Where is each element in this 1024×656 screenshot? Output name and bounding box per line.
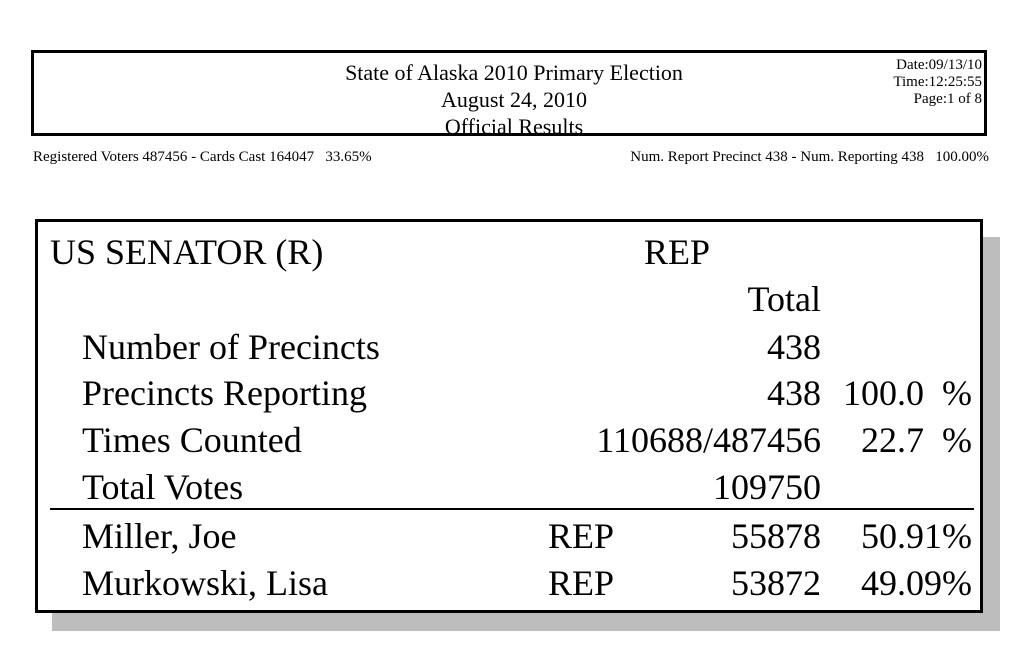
candidate-party: REP (548, 563, 615, 603)
total-header: Total (747, 279, 821, 319)
candidate-percent: 49.09% (861, 563, 972, 603)
stat-value: 438 (767, 327, 821, 367)
candidate-percent: 50.91% (861, 516, 972, 556)
stat-label: Number of Precincts (82, 327, 380, 367)
election-date: August 24, 2010 (440, 87, 588, 112)
print-date: Date:09/13/10 (896, 57, 982, 73)
party-header: REP (644, 232, 711, 272)
stat-label: Total Votes (82, 467, 244, 507)
stat-percent: 22.7 % (861, 420, 972, 460)
registered-voters-summary: Registered Voters 487456 - Cards Cast 164047 33.65% (33, 149, 372, 165)
contest-results-box (35, 219, 983, 613)
header-titles (34, 59, 994, 140)
stat-value: 438 (767, 373, 821, 413)
results-divider (50, 508, 974, 510)
page-number: Page:1 of 8 (913, 91, 982, 107)
candidate-votes: 55878 (731, 516, 821, 556)
stat-value: 110688/487456 (596, 420, 821, 460)
header-meta (893, 57, 982, 108)
stat-percent: 100.0 % (843, 373, 972, 413)
candidate-party: REP (548, 516, 615, 556)
contest-title: US SENATOR (R) (50, 232, 324, 272)
print-time: Time:12:25:55 (893, 74, 982, 90)
report-header (31, 50, 987, 139)
precinct-reporting-summary: Num. Report Precinct 438 - Num. Reporting 438 100.00% (630, 149, 989, 165)
report-title: State of Alaska 2010 Primary Election (345, 60, 683, 85)
candidate-name: Miller, Joe (82, 516, 237, 556)
candidate-votes: 53872 (731, 563, 821, 603)
stat-value: 109750 (713, 467, 821, 507)
stat-label: Precincts Reporting (82, 373, 367, 413)
stat-label: Times Counted (82, 420, 302, 460)
report-subtitle: Official Results (444, 114, 584, 139)
candidate-name: Murkowski, Lisa (82, 563, 328, 603)
